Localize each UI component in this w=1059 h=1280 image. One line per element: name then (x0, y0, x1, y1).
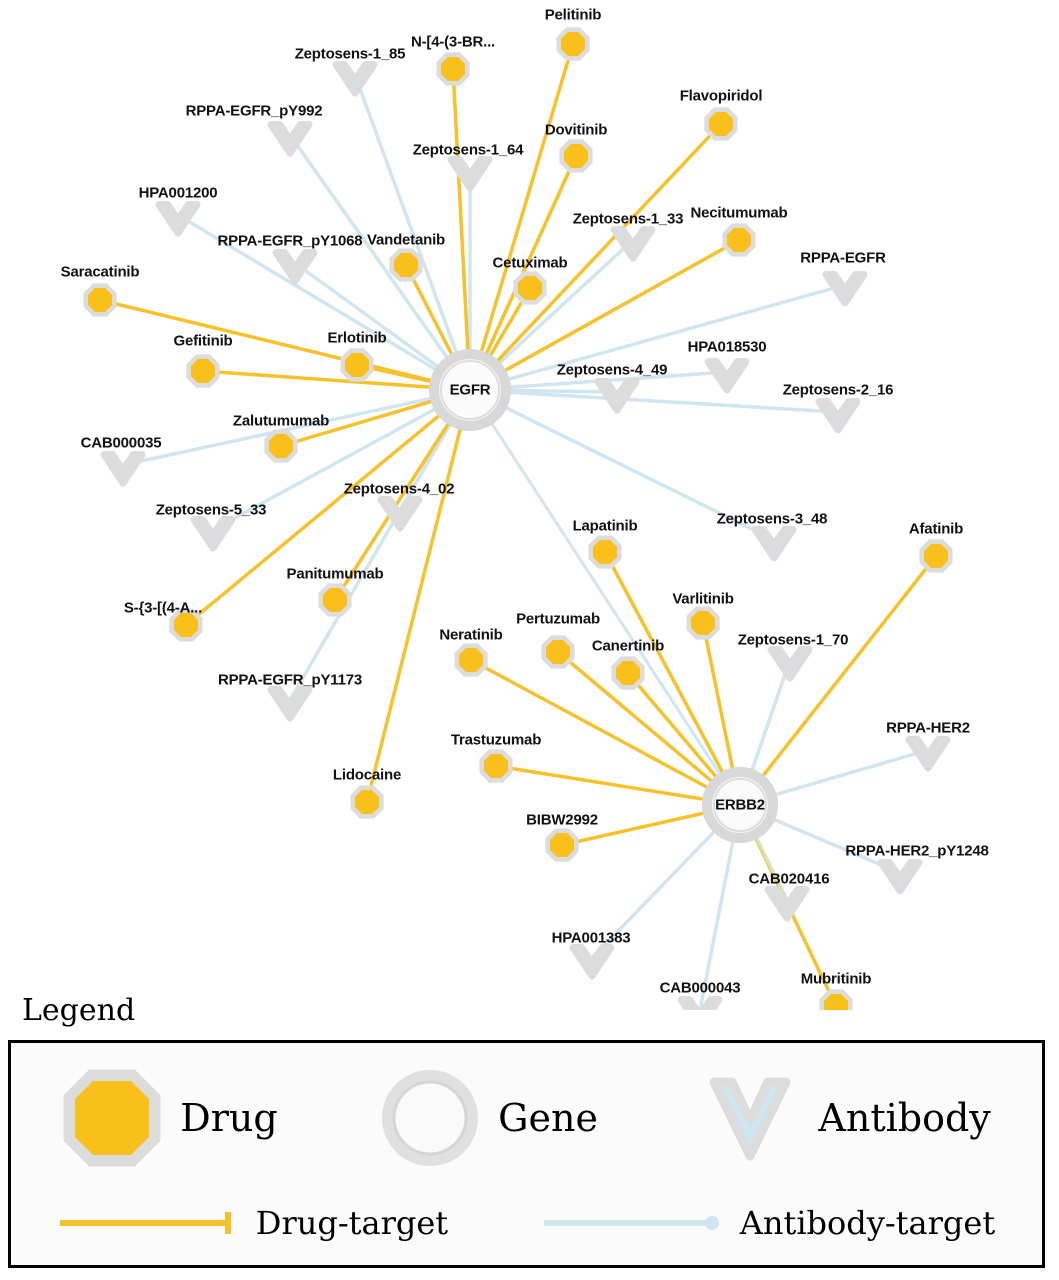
antibody-node-label: CAB000043 (659, 979, 741, 997)
drug-node[interactable] (345, 353, 369, 377)
antibody-node-label: Zeptosens-4_49 (556, 361, 668, 379)
legend-label-gene: Gene (498, 1096, 598, 1140)
drug-node[interactable] (616, 661, 640, 685)
drug-node-label: S-{3-[(4-A... (123, 599, 203, 617)
drug-node[interactable] (174, 613, 198, 637)
antibody-node-label: Zeptosens-1_85 (294, 45, 406, 63)
antibody-node-label: Zeptosens-1_70 (737, 631, 849, 649)
drug-node-label: BIBW2992 (526, 811, 598, 829)
drug-node-label: Gefitinib (173, 332, 233, 350)
drug-node[interactable] (484, 754, 508, 778)
antibody-node[interactable] (771, 650, 809, 679)
drug-node[interactable] (355, 790, 379, 814)
drug-node-label: Saracatinib (60, 263, 140, 281)
antibody-node[interactable] (826, 275, 864, 304)
drug-node-label: Neratinib (439, 626, 503, 644)
antibody-node-label: HPA001200 (138, 184, 218, 202)
antibody-node-label: Zeptosens-5_33 (155, 501, 267, 519)
drug-target-edge (737, 556, 936, 805)
drug-node[interactable] (191, 359, 215, 383)
drug-node-label: Canertinib (591, 637, 665, 655)
antibody-node[interactable] (381, 500, 419, 529)
drug-target-edge (453, 69, 470, 390)
antibody-node[interactable] (336, 65, 374, 94)
legend-label-drug: Drug (180, 1096, 278, 1140)
antibody-node-label: RPPA-EGFR_pY1173 (217, 671, 363, 689)
drug-node-label: Necitumumab (690, 204, 788, 222)
gene-node-label: EGFR (449, 381, 491, 399)
legend-label-drug-target: Drug-target (255, 1204, 449, 1242)
drug-node-label: Erlotinib (327, 329, 387, 347)
antibody-node-label: CAB020416 (748, 870, 830, 888)
antibody-node[interactable] (271, 125, 309, 154)
antibody-node[interactable] (451, 160, 489, 189)
legend-item-antibody-target (542, 1204, 995, 1242)
antibody-node-label: HPA018530 (687, 338, 767, 356)
drug-node[interactable] (546, 640, 570, 664)
antibody-node-label: CAB000035 (80, 434, 162, 452)
drug-node[interactable] (564, 144, 588, 168)
antibody-node[interactable] (159, 205, 197, 234)
drug-target-edge (470, 44, 573, 390)
drug-node-label: Trastuzumab (450, 731, 542, 749)
drug-node-label: Varlitinib (672, 590, 734, 608)
drug-node-label: Pertuzumab (516, 610, 600, 628)
antibody-node[interactable] (755, 530, 793, 559)
drug-node[interactable] (269, 434, 293, 458)
antibody-node-label: Zeptosens-1_33 (572, 210, 684, 228)
antibody-target-edge-icon (542, 1208, 722, 1238)
drug-node-label: Flavopiridol (679, 87, 763, 105)
legend-box (8, 1040, 1045, 1268)
legend-edges-row (11, 1193, 1042, 1253)
drug-node[interactable] (459, 648, 483, 672)
drug-node[interactable] (727, 228, 751, 252)
drug-node[interactable] (518, 276, 542, 300)
legend-item-drug (62, 1068, 277, 1168)
drug-node[interactable] (924, 544, 948, 568)
drug-node-label: Lapatinib (572, 517, 638, 535)
antibody-node[interactable] (819, 402, 857, 431)
drug-node[interactable] (441, 57, 465, 81)
antibody-node-label: HPA001383 (551, 929, 631, 947)
legend-item-gene (380, 1068, 598, 1168)
drug-node-label: Vandetanib (366, 231, 446, 249)
antibody-node[interactable] (271, 690, 309, 719)
legend-item-drug-target (58, 1204, 448, 1242)
legend-title: Legend (22, 993, 136, 1028)
antibody-node[interactable] (768, 890, 806, 919)
drug-node[interactable] (709, 112, 733, 136)
antibody-node-label: RPPA-EGFR_pY1068 (217, 232, 363, 250)
legend-label-antibody-target: Antibody-target (739, 1204, 996, 1242)
legend-label-antibody: Antibody (818, 1096, 991, 1140)
antibody-node-label: RPPA-HER2_pY1248 (845, 842, 989, 860)
drug-node[interactable] (323, 588, 347, 612)
antibody-node[interactable] (708, 362, 746, 391)
antibody-node-label: RPPA-EGFR_pY992 (185, 102, 323, 120)
drug-node-label: Mubritinib (800, 970, 872, 988)
antibody-node-label: Zeptosens-1_64 (412, 141, 524, 159)
gene-icon (380, 1068, 480, 1168)
antibody-node[interactable] (881, 863, 919, 892)
drug-node-label: Pelitinib (544, 6, 602, 24)
antibody-node[interactable] (573, 948, 611, 977)
antibody-node[interactable] (194, 520, 232, 549)
antibody-icon (700, 1068, 800, 1168)
legend-shapes-row (11, 1063, 1042, 1173)
antibody-node-label: Zeptosens-4_02 (343, 480, 455, 498)
antibody-node[interactable] (909, 740, 947, 769)
drug-node[interactable] (394, 253, 418, 277)
drug-node-label: Lidocaine (332, 766, 402, 784)
antibody-node-label: RPPA-EGFR (800, 249, 886, 267)
drug-node[interactable] (593, 540, 617, 564)
drug-node[interactable] (691, 611, 715, 635)
drug-node[interactable] (550, 833, 574, 857)
drug-node-label: N-[4-(3-BR... (410, 33, 496, 51)
antibody-node-label: Zeptosens-3_48 (716, 510, 828, 528)
antibody-node[interactable] (598, 382, 636, 411)
drug-node-label: Panitumumab (286, 565, 384, 583)
drug-node[interactable] (88, 288, 112, 312)
antibody-node-label: Zeptosens-2_16 (782, 381, 894, 399)
antibody-node[interactable] (104, 455, 142, 484)
drug-node[interactable] (561, 32, 585, 56)
antibody-node-label: RPPA-HER2 (886, 719, 970, 737)
drug-node-label: Dovitinib (544, 121, 608, 139)
legend-item-antibody (700, 1068, 990, 1168)
drug-node-label: Afatinib (908, 520, 964, 538)
drug-icon (62, 1068, 162, 1168)
drug-target-edge-icon (58, 1208, 238, 1238)
gene-node-label: ERBB2 (715, 796, 765, 814)
drug-node-label: Cetuximab (492, 254, 568, 272)
drug-node-label: Zalutumumab (232, 412, 330, 430)
